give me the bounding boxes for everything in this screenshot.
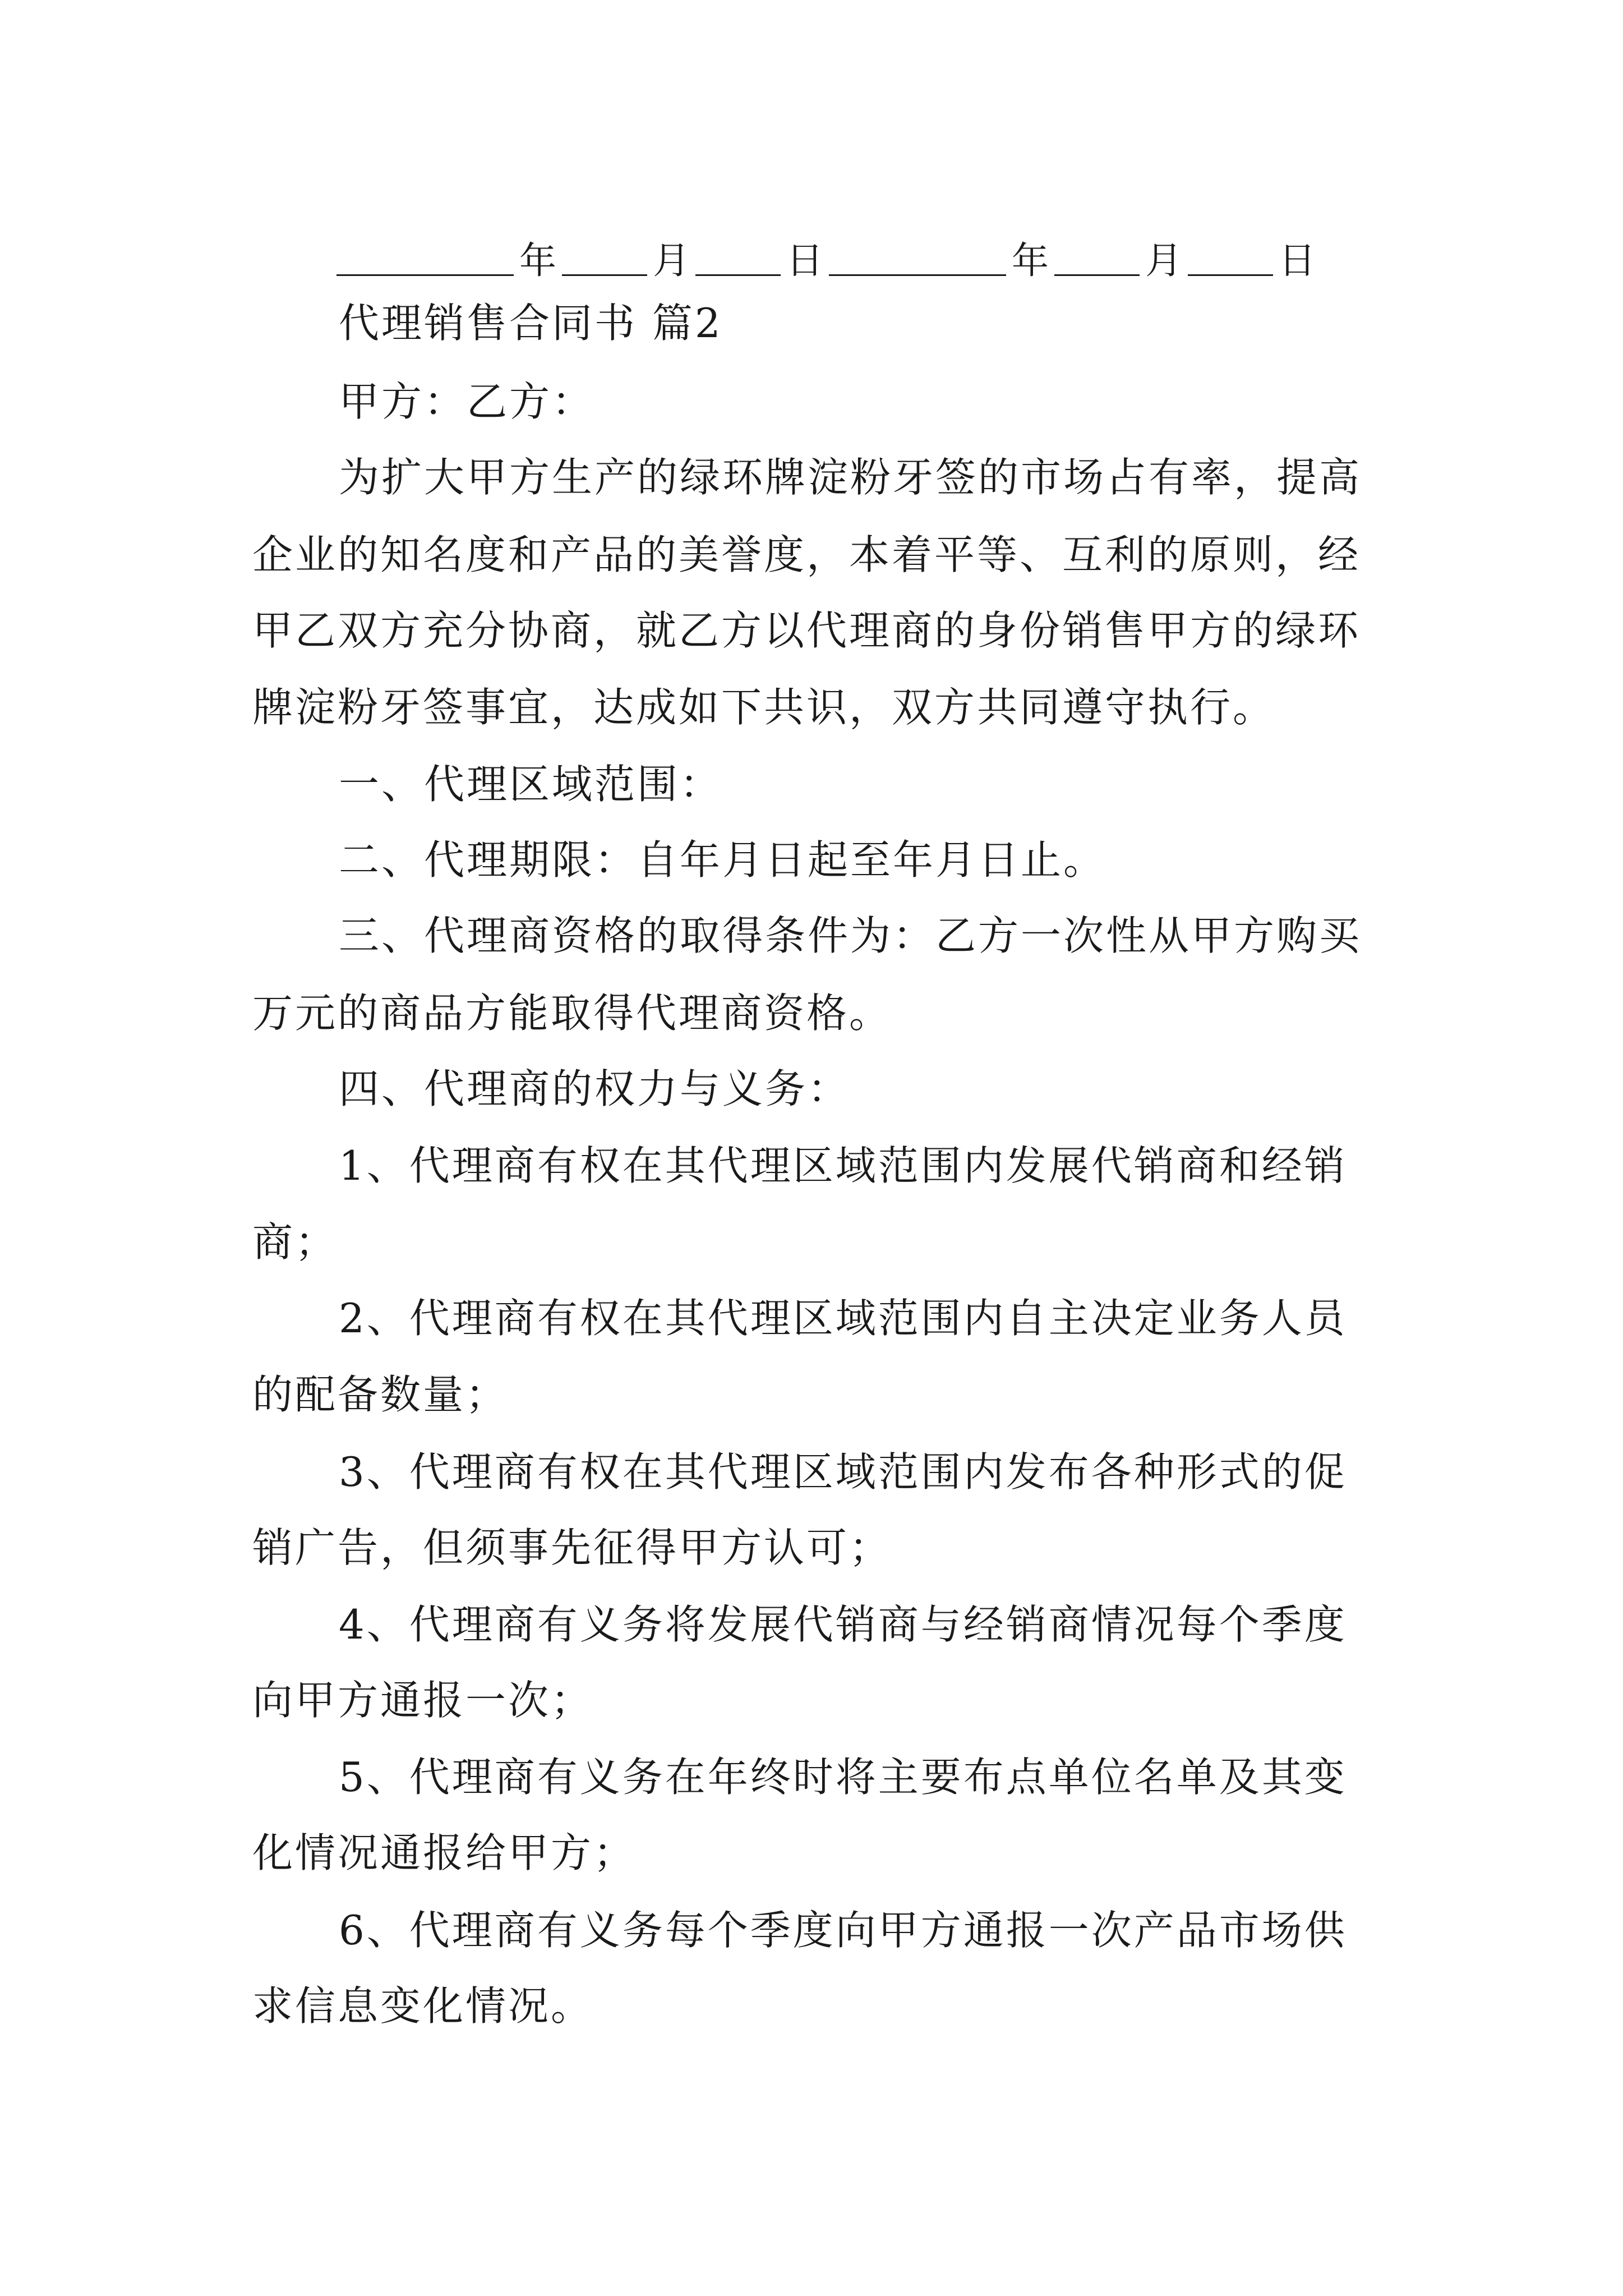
intro-line: 甲乙双方充分协商，就乙方以代理商的身份销售甲方的绿环 [252,607,1361,654]
intro-line: 牌淀粉牙签事宜，达成如下共识，双方共同遵守执行。 [252,684,1276,731]
year-blank-2 [829,235,1006,276]
year-label-2: 年 [1012,239,1049,282]
item-4-line: 向甲方通报一次； [252,1677,594,1724]
item-3-line: 3、代理商有权在其代理区域范围内发布各种形式的促 [339,1448,1347,1496]
item-2-line: 2、代理商有权在其代理区域范围内自主决定业务人员 [339,1295,1347,1342]
clause-3-line: 三、代理商资格的取得条件为：乙方一次性从甲方购买 [339,912,1362,959]
month-blank-1 [562,235,647,276]
item-6-line: 求信息变化情况。 [252,1982,594,2030]
item-4-line: 4、代理商有义务将发展代销商与经销商情况每个季度 [339,1601,1347,1648]
item-5-line: 化情况通报给甲方； [252,1829,637,1876]
year-blank-1 [336,235,514,276]
clause-3-line: 万元的商品方能取得代理商资格。 [252,990,892,1037]
month-label-2: 月 [1145,239,1182,282]
day-label-2: 日 [1279,239,1316,282]
item-3-line: 销广告，但须事先征得甲方认可； [252,1524,892,1571]
section-heading: 代理销售合同书 篇2 [339,300,723,347]
clause-2: 二、代理期限：自年月日起至年月日止。 [339,836,1106,884]
month-blank-2 [1054,235,1140,276]
day-blank-2 [1188,235,1273,276]
item-1-line: 商； [252,1218,338,1266]
item-5-line: 5、代理商有义务在年终时将主要布点单位名单及其变 [339,1754,1347,1801]
day-blank-1 [695,235,781,276]
parties-line: 甲方：乙方： [339,378,595,425]
item-1-line: 1、代理商有权在其代理区域范围内发展代销商和经销 [339,1142,1347,1189]
month-label-1: 月 [653,239,690,282]
year-label-1: 年 [519,239,556,282]
intro-line: 为扩大甲方生产的绿环牌淀粉牙签的市场占有率，提高 [339,454,1362,501]
item-2-line: 的配备数量； [252,1371,509,1418]
clause-4: 四、代理商的权力与义务： [339,1065,851,1112]
intro-line: 企业的知名度和产品的美誉度，本着平等、互利的原则，经 [252,531,1361,578]
item-6-line: 6、代理商有义务每个季度向甲方通报一次产品市场供 [339,1907,1347,1954]
day-label-1: 日 [786,239,823,282]
clause-1: 一、代理区域范围： [339,761,723,808]
signature-date-line [336,218,1321,282]
